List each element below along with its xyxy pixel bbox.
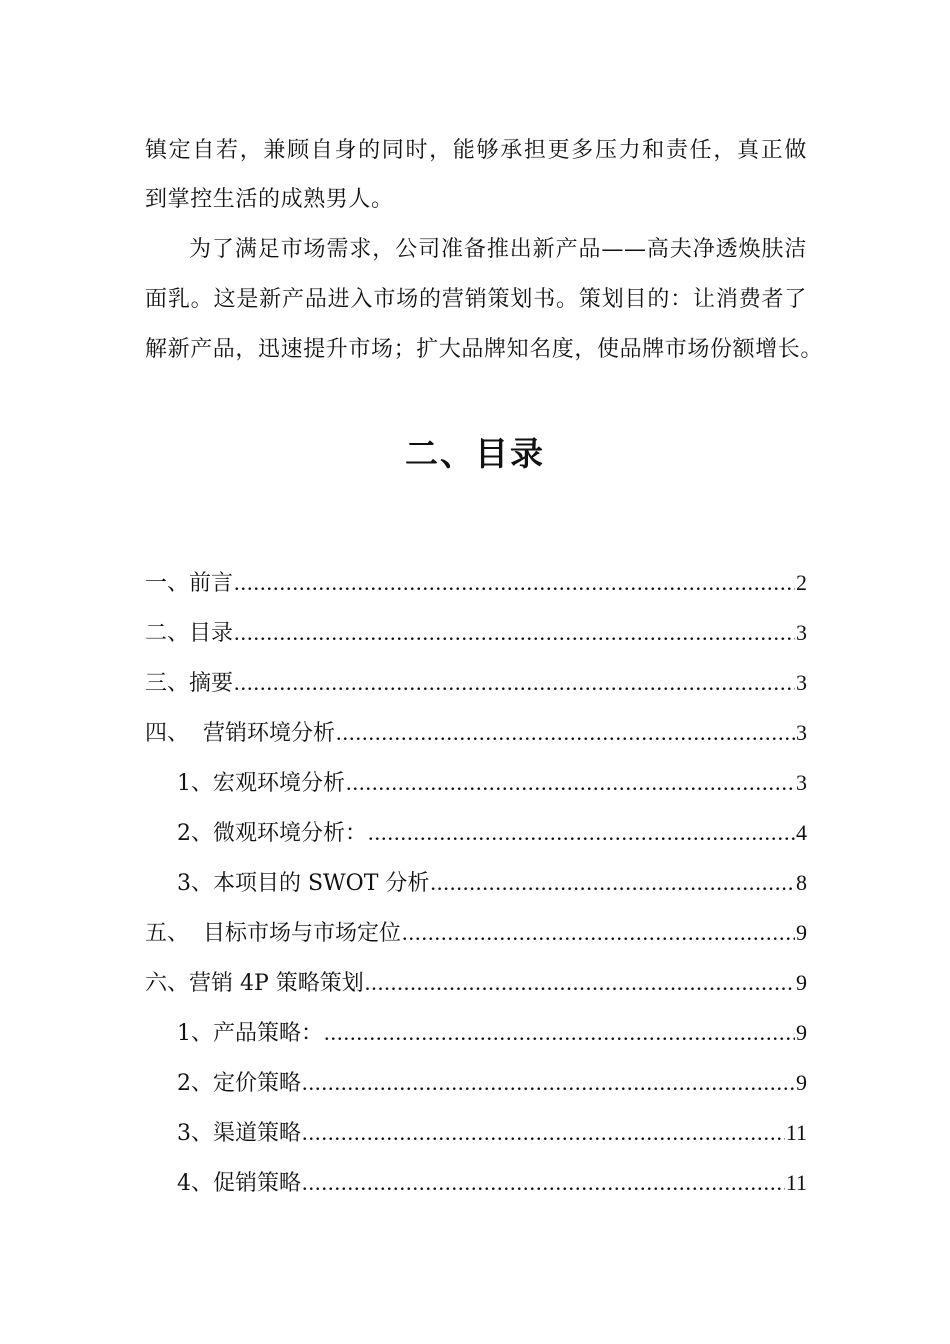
toc-entry[interactable]	[177, 818, 807, 849]
intro-line-2: 到掌控生活的成熟男人。	[145, 187, 394, 212]
toc-label: 六、营销 4P 策略策划	[145, 971, 364, 996]
section-heading: 二、目录	[405, 434, 545, 473]
toc-label: 五、 目标市场与市场定位	[145, 921, 401, 946]
toc-label: 4、促销策略	[177, 1171, 301, 1196]
toc-label: 二、目录	[145, 621, 234, 646]
toc-page-number: 11	[785, 1170, 807, 1195]
toc-leader-dots	[430, 868, 795, 898]
intro-line-3: 为了满足市场需求，公司准备推出新产品——高夫净透焕肤洁	[189, 237, 807, 262]
toc-leader-dots	[302, 1068, 795, 1098]
toc-entry[interactable]	[177, 868, 807, 899]
toc-entry[interactable]	[145, 918, 807, 949]
toc-label: 3、渠道策略	[177, 1121, 301, 1146]
toc-label: 2、微观环境分析：	[177, 821, 367, 846]
toc-entry[interactable]	[145, 568, 807, 599]
intro-line-5: 解新产品，迅速提升市场；扩大品牌知名度，使品牌市场份额增长。	[145, 337, 824, 362]
toc-leader-dots	[368, 818, 795, 848]
toc-leader-dots	[302, 1118, 785, 1148]
toc-entry[interactable]	[177, 768, 807, 799]
toc-label: 1、产品策略：	[177, 1021, 323, 1046]
toc-leader-dots	[302, 1168, 785, 1198]
toc-label: 1、宏观环境分析	[177, 771, 345, 796]
toc-leader-dots	[336, 718, 795, 748]
toc-page-number: 3	[796, 770, 807, 795]
toc-leader-dots	[234, 568, 795, 598]
toc-page-number: 4	[796, 820, 807, 845]
toc-leader-dots	[365, 968, 795, 998]
toc-page-number: 3	[796, 670, 807, 695]
toc-entry[interactable]	[145, 618, 807, 649]
toc-entry[interactable]	[177, 1118, 807, 1149]
toc-page-number: 9	[796, 970, 807, 995]
toc-entry[interactable]	[145, 668, 807, 699]
toc-page-number: 11	[785, 1120, 807, 1145]
toc-page-number: 3	[796, 720, 807, 745]
toc-entry[interactable]	[145, 968, 807, 999]
toc-leader-dots	[324, 1018, 795, 1048]
intro-line-4: 面乳。这是新产品进入市场的营销策划书。策划目的：让消费者了	[145, 287, 807, 312]
toc-leader-dots	[346, 768, 795, 798]
toc-page-number: 9	[796, 920, 807, 945]
toc-entry[interactable]	[177, 1068, 807, 1099]
toc-leader-dots	[234, 618, 795, 648]
toc-label: 四、 营销环境分析	[145, 721, 335, 746]
toc-page-number: 8	[796, 870, 807, 895]
toc-label: 一、前言	[145, 571, 234, 596]
intro-line-1: 镇定自若，兼顾自身的同时，能够承担更多压力和责任，真正做	[145, 138, 807, 163]
toc-page-number: 9	[796, 1070, 807, 1095]
toc-entry[interactable]	[177, 1168, 807, 1199]
toc-label: 三、摘要	[145, 671, 234, 696]
toc-label: 2、定价策略	[177, 1071, 301, 1096]
toc-page-number: 2	[796, 570, 807, 595]
toc-entry[interactable]	[177, 1018, 807, 1049]
toc-entry[interactable]	[145, 718, 807, 749]
toc-page-number: 3	[796, 620, 807, 645]
toc-leader-dots	[234, 668, 795, 698]
toc-page-number: 9	[796, 1020, 807, 1045]
toc-leader-dots	[402, 918, 795, 948]
toc-label: 3、本项目的 SWOT 分析	[177, 871, 430, 896]
